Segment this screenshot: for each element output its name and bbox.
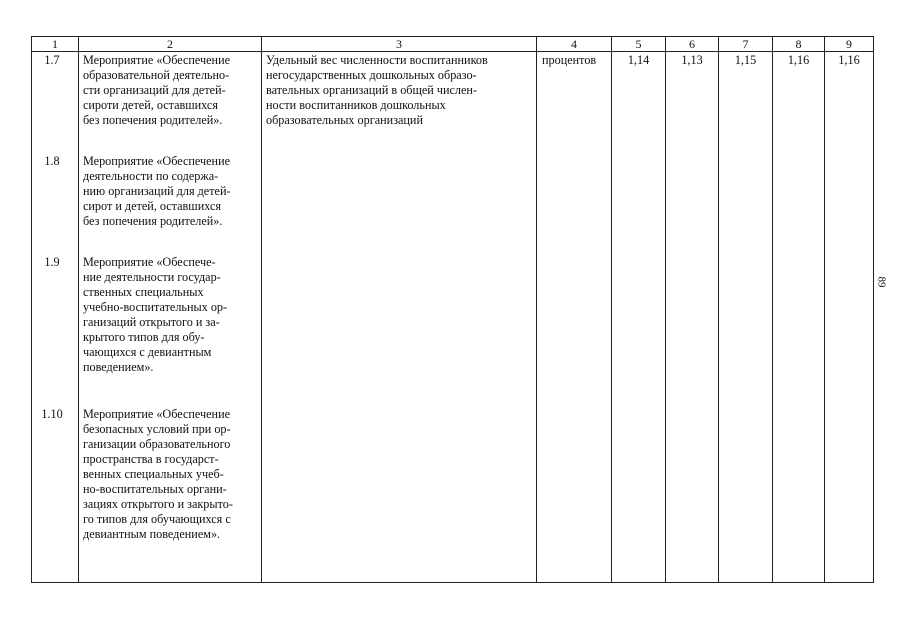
value-7: 1,15 [734, 53, 757, 67]
event-description: Мероприятие «Обеспече- ние деятельности государ- ственных специальных учебно-воспитательных ор- ганизаций открытого и за- крытого типов для обу- чающихся с девиантным поведением». [83, 255, 228, 374]
indicator-cell [262, 52, 537, 583]
program-indicators-table [31, 36, 874, 583]
row-number-cell [32, 52, 79, 583]
value-cell-6 [666, 52, 719, 583]
value-cell-8 [773, 52, 825, 583]
column-header-4: 4 [537, 37, 612, 52]
value-5: 1,14 [627, 53, 650, 67]
column-header-7: 7 [719, 37, 773, 52]
column-header-6: 6 [666, 37, 719, 52]
value-cell-7 [719, 52, 773, 583]
column-header-9: 9 [825, 37, 874, 52]
header-row [32, 37, 874, 52]
row-number: 1.10 [41, 407, 63, 421]
page-number: 89 [875, 276, 888, 288]
table-row [32, 52, 874, 583]
row-number: 1.8 [44, 154, 60, 168]
unit-cell [537, 52, 612, 583]
value-8: 1,16 [787, 53, 810, 67]
column-header-3: 3 [262, 37, 537, 52]
value-6: 1,13 [681, 53, 703, 67]
column-header-8: 8 [773, 37, 825, 52]
value-cell-9 [825, 52, 874, 583]
event-description: Мероприятие «Обеспечение деятельности по содержа- нию организаций для детей- сирот и детей, оставшихся без попечения родителей». [83, 154, 231, 228]
column-header-5: 5 [612, 37, 666, 52]
event-description: Мероприятие «Обеспечение образовательной деятельно- сти организаций для детей- сироти детей, оставшихся без попечения родителей». [83, 53, 230, 127]
event-description: Мероприятие «Обеспечение безопасных условий при ор- ганизации образовательного пространства в государст- венных специальных учеб- но-воспитательных органи- зациях открытого и закрыто- го типов для обучающихся с девиантным поведением». [83, 407, 233, 541]
value-cell-5 [612, 52, 666, 583]
indicator-description: Удельный вес численности воспитанников негосударственных дошкольных образо- вательных организаций в общей числен- ности воспитанников дошкольных образовательных организаций [266, 53, 488, 127]
column-header-1: 1 [32, 37, 79, 52]
event-cell [79, 52, 262, 583]
row-number: 1.9 [44, 255, 60, 269]
row-number: 1.7 [44, 53, 60, 67]
column-header-2: 2 [79, 37, 262, 52]
unit-of-measure: процентов [542, 53, 597, 67]
value-9: 1,16 [838, 53, 860, 67]
